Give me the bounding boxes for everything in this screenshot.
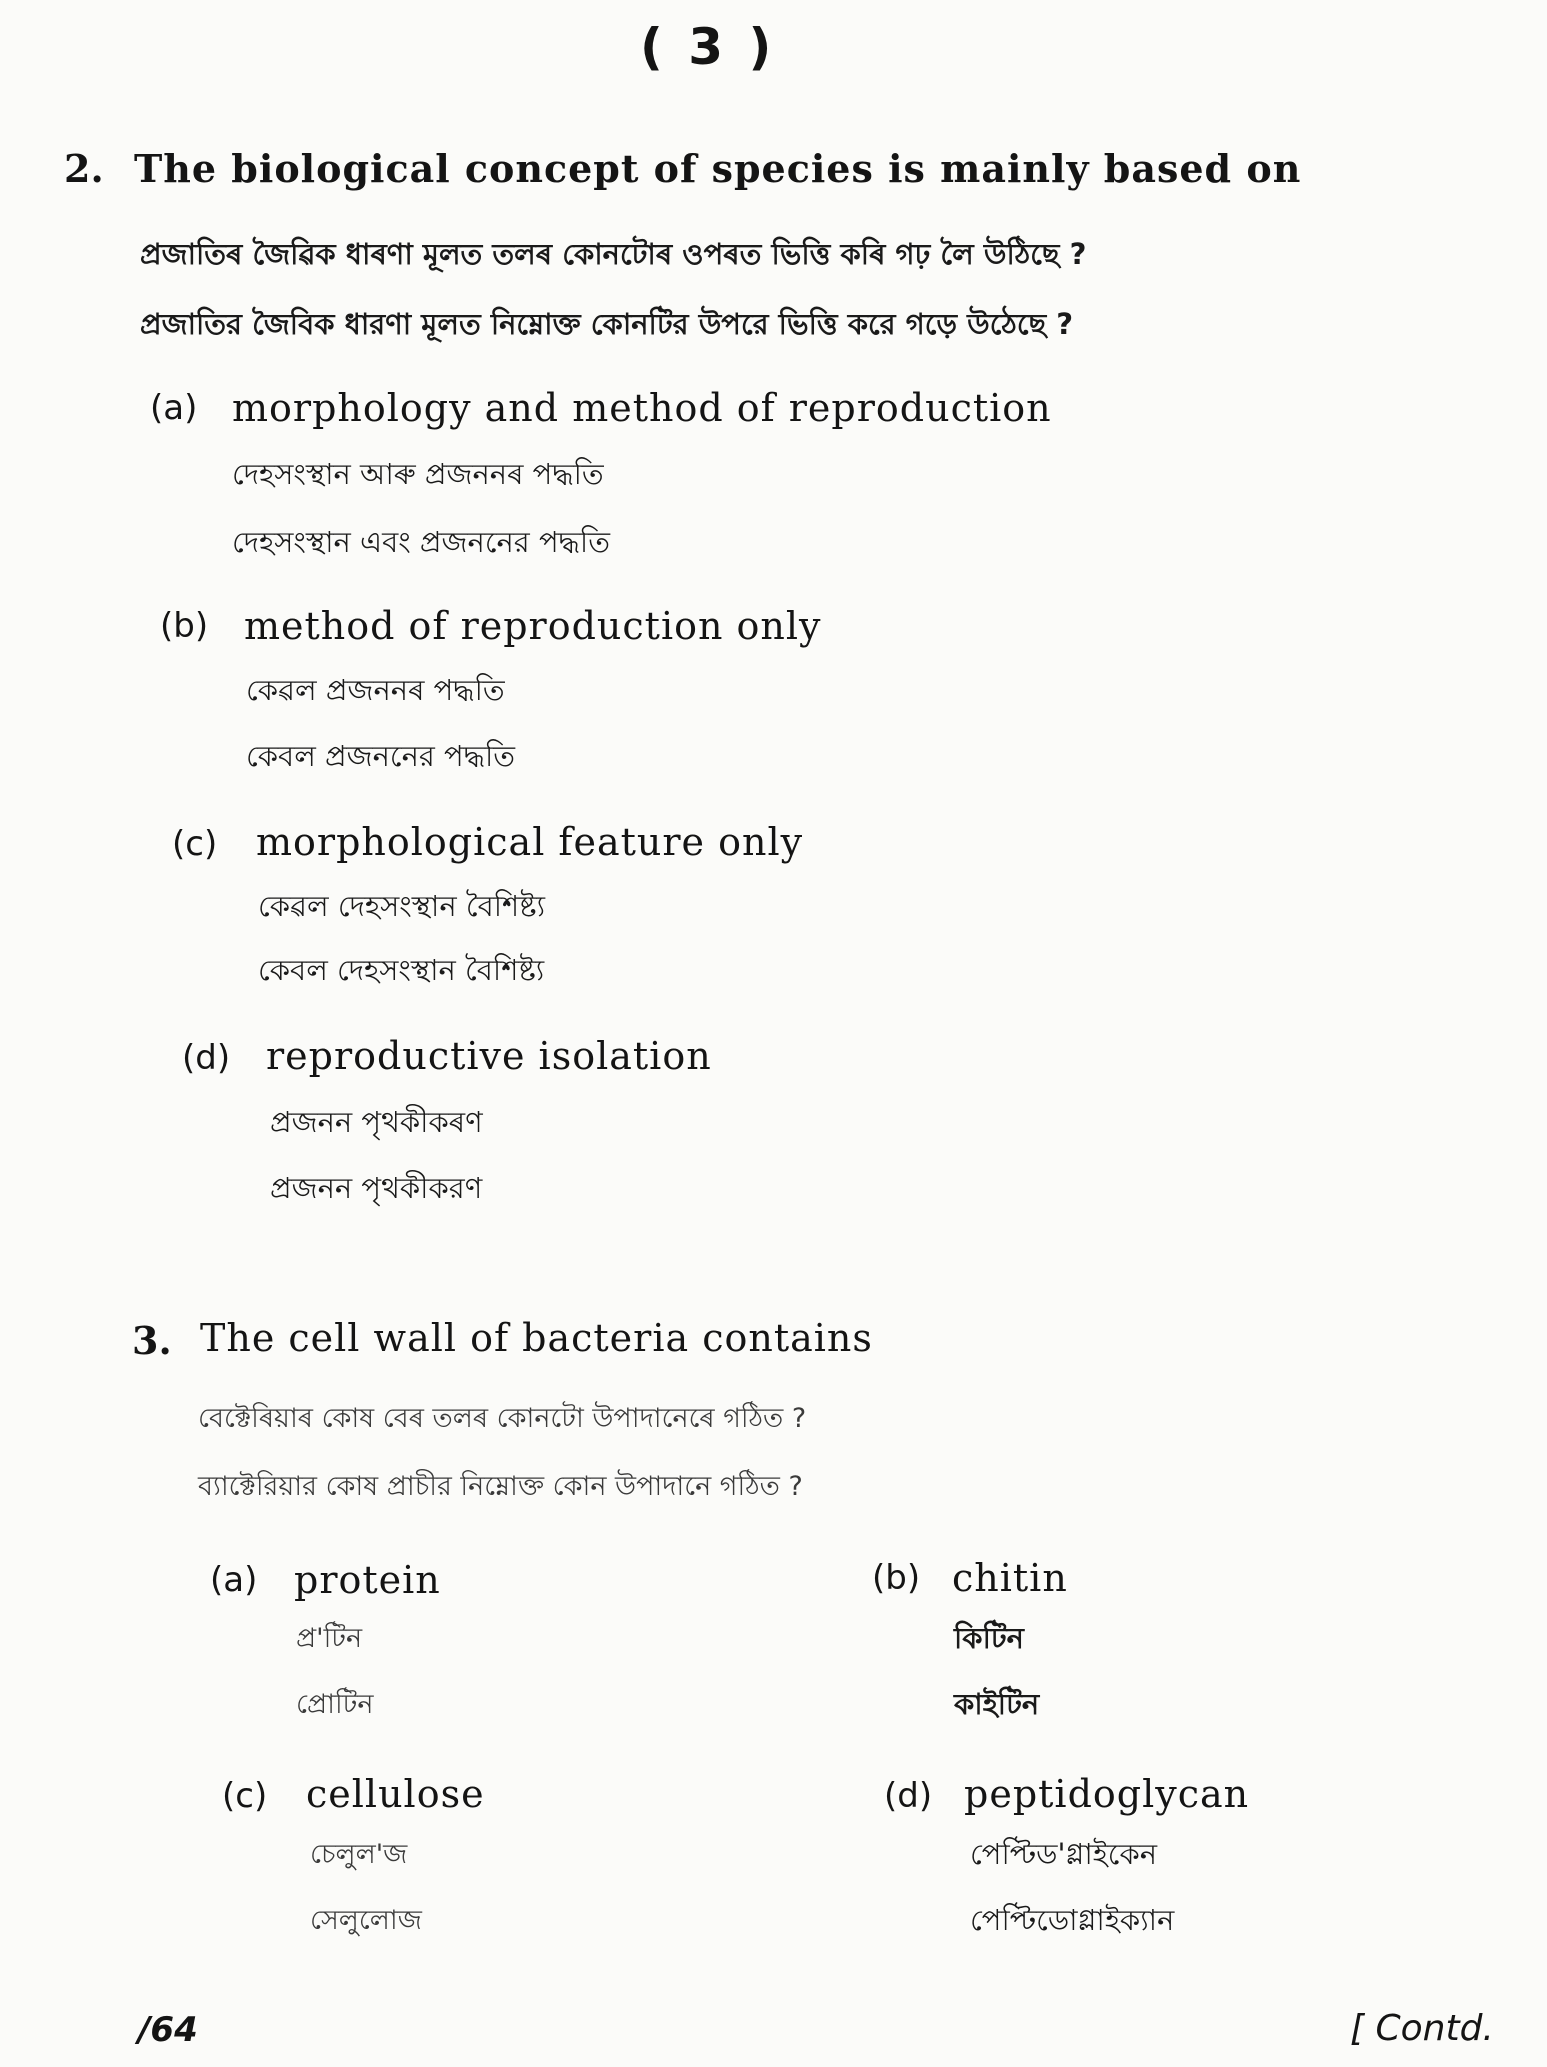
- question-text-english: The cell wall of bacteria contains: [200, 1316, 873, 1360]
- option-text-assamese: চেলুল'জ: [310, 1839, 408, 1870]
- option-label: (b): [160, 606, 209, 646]
- option-text-assamese: পেপ্টিড'গ্লাইকেন: [970, 1837, 1158, 1871]
- option-text-bengali: সেলুলোজ: [310, 1905, 422, 1936]
- option-text-bengali: কেবল দেহসংস্থান বৈশিষ্ট্য: [258, 953, 545, 987]
- option-label: (c): [172, 824, 218, 864]
- option-text-assamese: প্ৰ'টিন: [296, 1623, 363, 1654]
- option-text-bengali: প্রোটিন: [296, 1689, 374, 1720]
- option-text-bengali: কাইটিন: [954, 1687, 1040, 1721]
- option-label: (a): [150, 388, 198, 428]
- question-text-english: The biological concept of species is mainly based on: [134, 146, 1302, 191]
- option-text-assamese: কিটিন: [954, 1621, 1024, 1655]
- option-label: (a): [210, 1560, 258, 1600]
- footer-contd: [ Contd.: [1350, 2008, 1494, 2049]
- option-label: (b): [872, 1558, 921, 1598]
- option-text-bengali: দেহসংস্থান এবং প্রজননের পদ্ধতি: [232, 525, 610, 559]
- option-text-assamese: দেহসংস্থান আৰু প্ৰজননৰ পদ্ধতি: [232, 457, 604, 491]
- option-text-bengali: প্রজনন পৃথকীকরণ: [270, 1171, 483, 1205]
- question-text-assamese: প্ৰজাতিৰ জৈৱিক ধাৰণা মূলত তলৰ কোনটোৰ ওপৰত ভিত্তি কৰি গঢ় লৈ উঠিছে ?: [140, 237, 1087, 271]
- option-text-english: reproductive isolation: [266, 1034, 712, 1078]
- option-text-english: morphology and method of reproduction: [232, 386, 1052, 430]
- question-text-bengali: প্রজাতির জৈবিক ধারণা মূলত নিম্নোক্ত কোনটির উপরে ভিত্তি করে গড়ে উঠেছে ?: [140, 307, 1074, 341]
- question-text-bengali: ব্যাক্টেরিয়ার কোষ প্রাচীর নিম্নোক্ত কোন উপাদানে গঠিত ?: [198, 1471, 803, 1502]
- option-text-english: chitin: [952, 1556, 1068, 1600]
- option-text-assamese: প্ৰজনন পৃথকীকৰণ: [270, 1105, 483, 1139]
- option-text-assamese: কেৱল দেহসংস্থান বৈশিষ্ট্য: [258, 889, 545, 923]
- option-text-assamese: কেৱল প্ৰজননৰ পদ্ধতি: [246, 673, 505, 707]
- option-label: (c): [222, 1776, 268, 1816]
- option-text-english: protein: [294, 1558, 441, 1602]
- option-label: (d): [884, 1776, 933, 1816]
- option-text-english: cellulose: [306, 1772, 485, 1816]
- question-number: 2.: [64, 146, 104, 191]
- option-label: (d): [182, 1038, 231, 1078]
- footer-page-code: /64: [138, 2010, 198, 2050]
- option-text-bengali: পেপ্টিডোগ্লাইক্যান: [970, 1903, 1175, 1937]
- page-number: ( 3 ): [640, 18, 776, 76]
- option-text-english: morphological feature only: [256, 820, 804, 864]
- option-text-bengali: কেবল প্রজননের পদ্ধতি: [246, 739, 516, 773]
- question-number: 3.: [132, 1318, 172, 1363]
- option-text-english: method of reproduction only: [244, 604, 822, 648]
- question-text-assamese: বেক্টেৰিয়াৰ কোষ বেৰ তলৰ কোনটো উপাদানেৰে গঠিত ?: [198, 1403, 807, 1434]
- option-text-english: peptidoglycan: [964, 1772, 1250, 1816]
